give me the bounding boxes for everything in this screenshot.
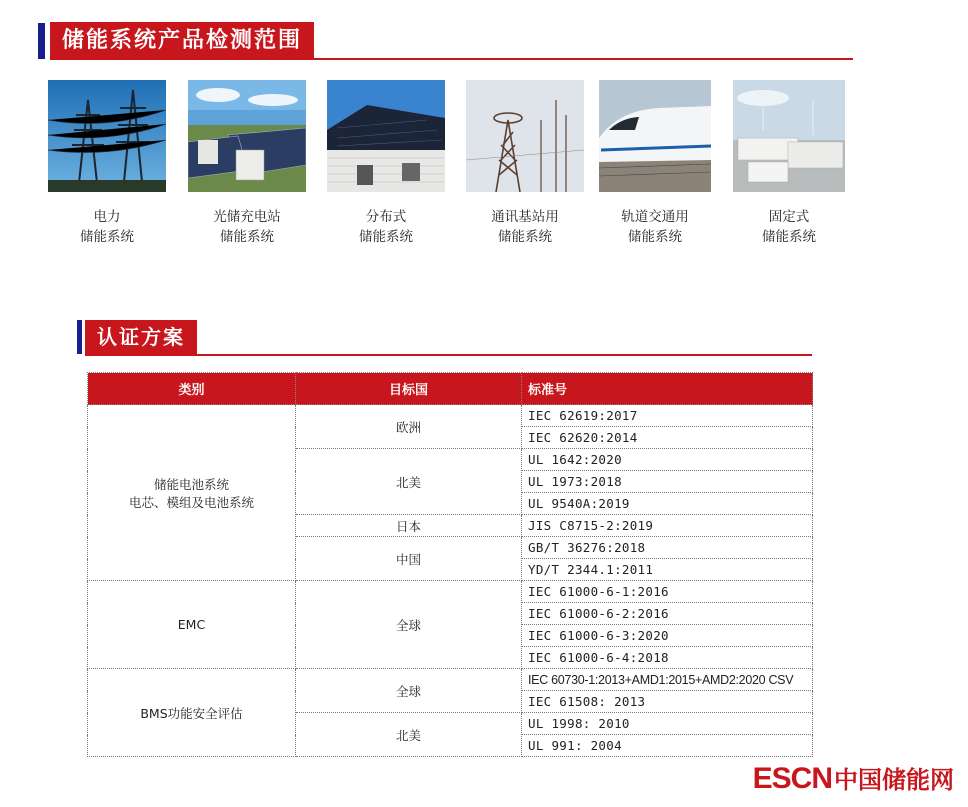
standard-cell: UL 991: 2004 (522, 735, 813, 757)
caption-line1: 轨道交通用 (621, 209, 689, 225)
caption-line1: 电力 (93, 209, 121, 225)
caption-line2: 储能系统 (762, 229, 816, 245)
escn-logo (753, 759, 954, 799)
standard-cell: IEC 61000-6-4:2018 (522, 647, 813, 669)
caption-line2: 储能系统 (220, 229, 274, 245)
tile-caption (599, 207, 711, 247)
header-rule (85, 354, 812, 356)
caption-line2: 储能系统 (359, 229, 413, 245)
standard-cell: UL 1973:2018 (522, 471, 813, 493)
standard-cell: IEC 60730-1:2013+AMD1:2015+AMD2:2020 CSV (522, 669, 813, 691)
caption-line1: 光储充电站 (213, 209, 281, 225)
tile-caption (733, 207, 845, 247)
header-rule (50, 58, 853, 60)
header-category: 类别 (88, 373, 296, 405)
section-title-scope: 储能系统产品检测范围 (50, 22, 314, 59)
caption-line1: 分布式 (365, 209, 407, 225)
region-cell: 北美 (296, 713, 522, 757)
standard-cell: UL 1642:2020 (522, 449, 813, 471)
tile-distributed (327, 80, 445, 247)
caption-line2: 储能系统 (498, 229, 552, 245)
region-cell: 全球 (296, 669, 522, 713)
standard-cell: IEC 62620:2014 (522, 427, 813, 449)
section-header-scope (38, 22, 853, 60)
category-cell: BMS功能安全评估 (88, 669, 296, 757)
category-line2: 电芯、模组及电池系统 (128, 494, 254, 510)
standard-cell: GB/T 36276:2018 (522, 537, 813, 559)
region-cell: 北美 (296, 449, 522, 515)
standard-cell: UL 9540A:2019 (522, 493, 813, 515)
standard-cell: IEC 62619:2017 (522, 405, 813, 427)
tile-fixed (733, 80, 845, 247)
table-header-row (88, 373, 813, 405)
category-cell (88, 405, 296, 581)
standard-cell: IEC 61000-6-2:2016 (522, 603, 813, 625)
tile-solar-station (188, 80, 306, 247)
tile-caption (48, 207, 166, 247)
standard-cell: IEC 61000-6-3:2020 (522, 625, 813, 647)
region-cell: 中国 (296, 537, 522, 581)
section-title-certification: 认证方案 (85, 320, 197, 354)
caption-line1: 固定式 (768, 209, 810, 225)
rooftop-house-image (327, 80, 445, 192)
header-accent-bar (38, 23, 45, 59)
region-cell: 全球 (296, 581, 522, 669)
logo-chinese: 中国储能网 (834, 766, 954, 794)
category-cell: EMC (88, 581, 296, 669)
standard-cell: YD/T 2344.1:2011 (522, 559, 813, 581)
telecom-tower-image (466, 80, 584, 192)
certification-table-wrap (87, 372, 812, 757)
table-row (88, 669, 813, 691)
header-accent-bar (77, 320, 82, 354)
category-line1: 储能电池系统 (153, 476, 229, 492)
table-row (88, 405, 813, 427)
region-cell: 日本 (296, 515, 522, 537)
high-speed-train-image (599, 80, 711, 192)
tile-caption (188, 207, 306, 247)
tile-power-grid (48, 80, 166, 247)
tile-telecom (466, 80, 584, 247)
caption-line2: 储能系统 (80, 229, 134, 245)
tile-rail (599, 80, 711, 247)
application-gallery (48, 80, 848, 250)
power-tower-image (48, 80, 166, 192)
logo-latin: ESCN (752, 762, 832, 795)
standard-cell: JIS C8715-2:2019 (522, 515, 813, 537)
tile-caption (466, 207, 584, 247)
header-standard: 标准号 (522, 373, 813, 405)
standard-cell: IEC 61508: 2013 (522, 691, 813, 713)
tile-caption (327, 207, 445, 247)
storage-container-image (733, 80, 845, 192)
solar-panel-image (188, 80, 306, 192)
region-cell: 欧洲 (296, 405, 522, 449)
table-row (88, 581, 813, 603)
section-header-certification (77, 318, 812, 356)
certification-table (87, 372, 813, 757)
caption-line2: 储能系统 (628, 229, 682, 245)
header-region: 目标国 (296, 373, 522, 405)
caption-line1: 通讯基站用 (491, 209, 559, 225)
standard-cell: IEC 61000-6-1:2016 (522, 581, 813, 603)
standard-cell: UL 1998: 2010 (522, 713, 813, 735)
